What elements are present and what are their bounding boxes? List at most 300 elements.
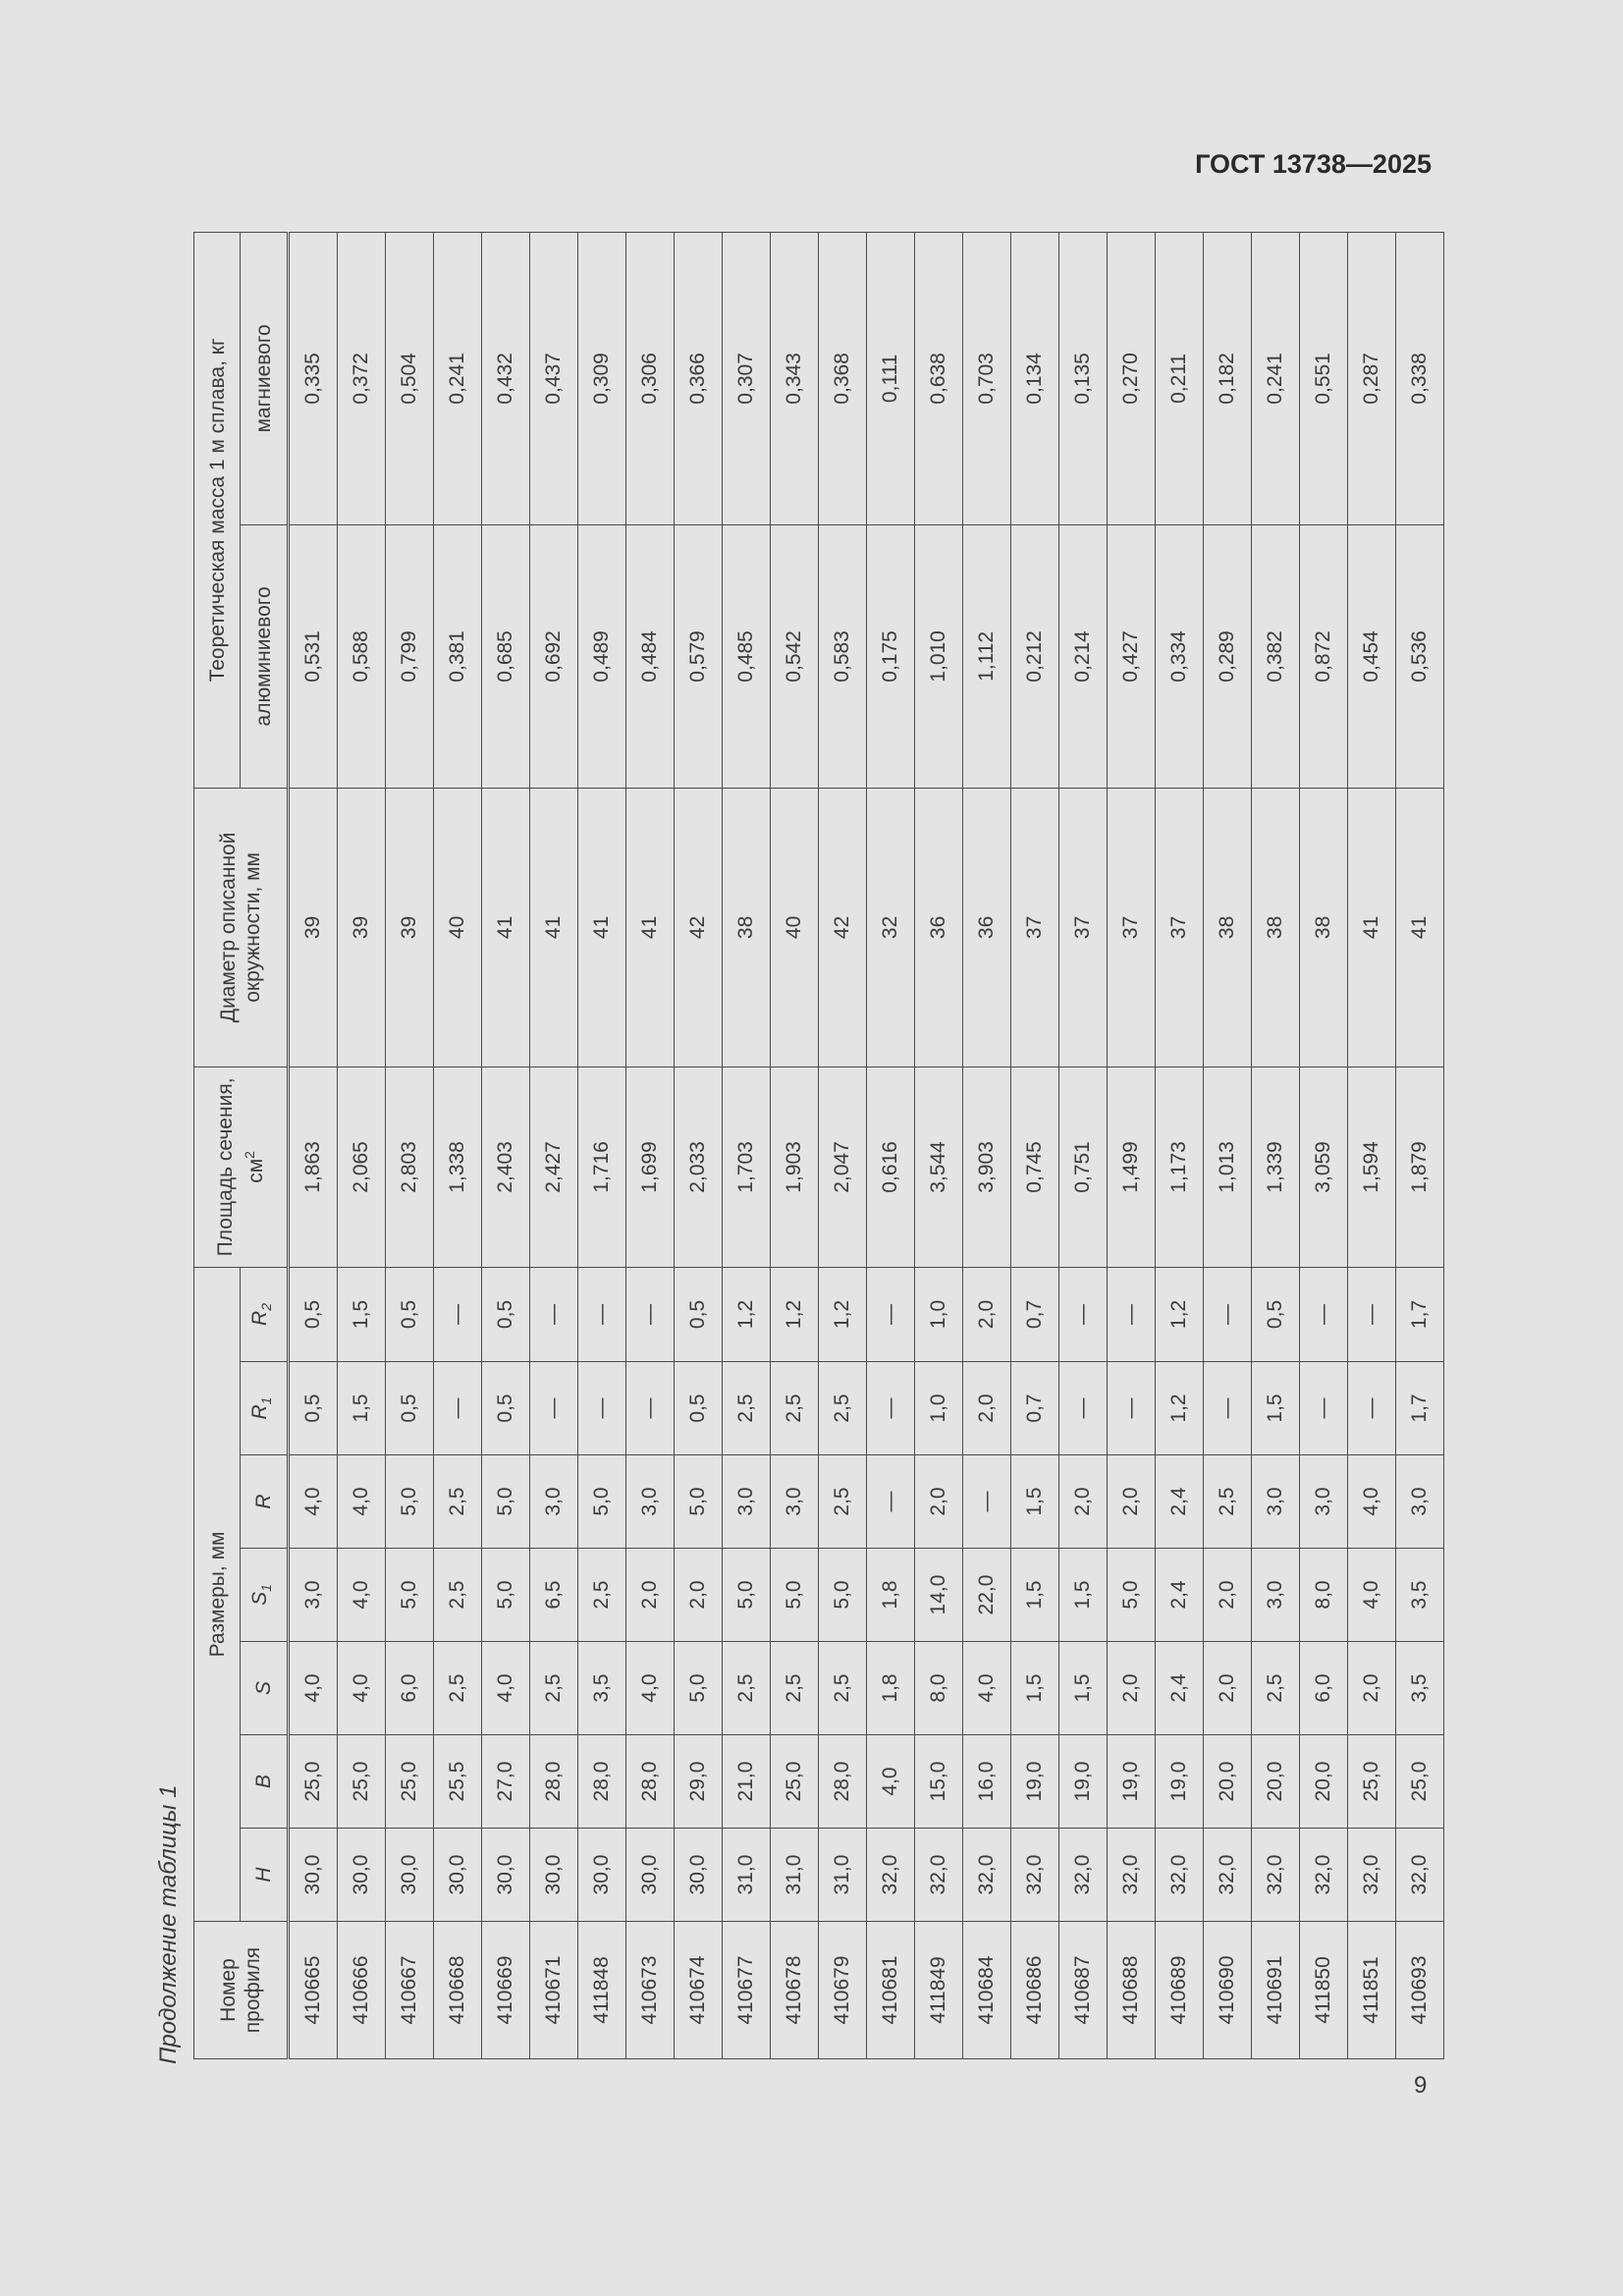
cell-dim-b: 4,0 bbox=[867, 1735, 915, 1829]
cell-dim-s1: 2,0 bbox=[626, 1549, 675, 1642]
cell-dim-r1: — bbox=[530, 1362, 578, 1455]
cell-dim-s: 8,0 bbox=[915, 1642, 963, 1735]
cell-mass-magnesium: 0,504 bbox=[386, 232, 434, 524]
cell-mass-magnesium: 0,432 bbox=[482, 232, 530, 524]
cell-dim-s1: 1,5 bbox=[1011, 1549, 1059, 1642]
cell-dim-h: 30,0 bbox=[626, 1829, 675, 1922]
cell-diameter: 38 bbox=[723, 788, 771, 1066]
rotated-table-page bbox=[154, 233, 1431, 2064]
table-row bbox=[819, 232, 867, 2058]
cell-dim-r1: — bbox=[1204, 1362, 1252, 1455]
cell-mass-magnesium: 0,111 bbox=[867, 232, 915, 524]
cell-dim-r: — bbox=[867, 1455, 915, 1549]
table-row bbox=[915, 232, 963, 2058]
table-row bbox=[482, 232, 530, 2058]
cell-dim-r2: — bbox=[578, 1267, 626, 1361]
cell-area: 3,903 bbox=[963, 1066, 1011, 1267]
cell-area: 1,173 bbox=[1156, 1066, 1204, 1267]
cell-dim-s1: 1,5 bbox=[1059, 1549, 1108, 1642]
header-dim-s1-sub: 1 bbox=[258, 1584, 275, 1592]
cell-area: 1,499 bbox=[1108, 1066, 1156, 1267]
cell-dim-b: 28,0 bbox=[626, 1735, 675, 1829]
header-dim-s1-letter: S bbox=[248, 1591, 272, 1606]
cell-mass-magnesium: 0,306 bbox=[626, 232, 675, 524]
cell-dim-b: 20,0 bbox=[1204, 1735, 1252, 1829]
cell-mass-magnesium: 0,638 bbox=[915, 232, 963, 524]
cell-profile-number: 410689 bbox=[1156, 1922, 1204, 2059]
table-row bbox=[1396, 232, 1444, 2058]
cell-dim-r1: 2,5 bbox=[819, 1362, 867, 1455]
cell-mass-aluminum: 0,484 bbox=[626, 524, 675, 788]
cell-dim-b: 28,0 bbox=[530, 1735, 578, 1829]
cell-area: 1,013 bbox=[1204, 1066, 1252, 1267]
cell-dim-s: 6,0 bbox=[386, 1642, 434, 1735]
cell-dim-r: 3,0 bbox=[771, 1455, 819, 1549]
table-row bbox=[1300, 232, 1348, 2058]
cell-mass-magnesium: 0,437 bbox=[530, 232, 578, 524]
cell-mass-aluminum: 0,579 bbox=[675, 524, 723, 788]
cell-dim-r2: — bbox=[626, 1267, 675, 1361]
cell-profile-number: 410690 bbox=[1204, 1922, 1252, 2059]
cell-diameter: 39 bbox=[386, 788, 434, 1066]
cell-dim-r2: 0,5 bbox=[386, 1267, 434, 1361]
cell-dim-r: 5,0 bbox=[675, 1455, 723, 1549]
cell-dim-r2: — bbox=[867, 1267, 915, 1361]
cell-diameter: 38 bbox=[1300, 788, 1348, 1066]
cell-dim-r1: 1,5 bbox=[338, 1362, 386, 1455]
cell-profile-number: 410674 bbox=[675, 1922, 723, 2059]
cell-dim-r: 4,0 bbox=[338, 1455, 386, 1549]
cell-area: 1,716 bbox=[578, 1066, 626, 1267]
cell-dim-r1: — bbox=[578, 1362, 626, 1455]
header-dim-s1 bbox=[241, 1549, 289, 1642]
cell-dim-b: 16,0 bbox=[963, 1735, 1011, 1829]
cell-dim-s1: 5,0 bbox=[819, 1549, 867, 1642]
cell-mass-aluminum: 0,382 bbox=[1252, 524, 1300, 788]
cell-mass-aluminum: 0,175 bbox=[867, 524, 915, 788]
cell-profile-number: 410688 bbox=[1108, 1922, 1156, 2059]
cell-dim-s: 4,0 bbox=[289, 1642, 338, 1735]
cell-dim-r1: — bbox=[1300, 1362, 1348, 1455]
table-row bbox=[1059, 232, 1108, 2058]
header-mass-aluminum: алюминиевого bbox=[241, 524, 289, 788]
cell-dim-s1: 14,0 bbox=[915, 1549, 963, 1642]
cell-dim-h: 32,0 bbox=[867, 1829, 915, 1922]
cell-dim-r2: 1,7 bbox=[1396, 1267, 1444, 1361]
cell-dim-h: 32,0 bbox=[1348, 1829, 1396, 1922]
cell-diameter: 41 bbox=[626, 788, 675, 1066]
cell-mass-magnesium: 0,338 bbox=[1396, 232, 1444, 524]
cell-dim-h: 31,0 bbox=[771, 1829, 819, 1922]
cell-dim-b: 28,0 bbox=[578, 1735, 626, 1829]
cell-profile-number: 410678 bbox=[771, 1922, 819, 2059]
cell-dim-s1: 5,0 bbox=[1108, 1549, 1156, 1642]
table-row bbox=[963, 232, 1011, 2058]
cell-area: 2,065 bbox=[338, 1066, 386, 1267]
cell-dim-r: 3,0 bbox=[530, 1455, 578, 1549]
cell-diameter: 32 bbox=[867, 788, 915, 1066]
cell-dim-r2: — bbox=[434, 1267, 482, 1361]
cell-area: 1,903 bbox=[771, 1066, 819, 1267]
header-area-text: Площадь сечения, см bbox=[214, 1077, 267, 1257]
cell-dim-r2: 1,5 bbox=[338, 1267, 386, 1361]
cell-dim-s: 2,0 bbox=[1108, 1642, 1156, 1735]
cell-dim-r1: 0,5 bbox=[386, 1362, 434, 1455]
cell-dim-r1: — bbox=[626, 1362, 675, 1455]
cell-mass-magnesium: 0,135 bbox=[1059, 232, 1108, 524]
cell-dim-h: 30,0 bbox=[289, 1829, 338, 1922]
cell-dim-s: 2,5 bbox=[1252, 1642, 1300, 1735]
cell-dim-s: 1,5 bbox=[1011, 1642, 1059, 1735]
cell-dim-r1: 0,5 bbox=[675, 1362, 723, 1455]
cell-profile-number: 410665 bbox=[289, 1922, 338, 2059]
cell-dim-r1: 1,7 bbox=[1396, 1362, 1444, 1455]
cell-dim-s1: 6,5 bbox=[530, 1549, 578, 1642]
cell-area: 1,703 bbox=[723, 1066, 771, 1267]
cell-dim-r1: 1,2 bbox=[1156, 1362, 1204, 1455]
cell-mass-aluminum: 0,531 bbox=[289, 524, 338, 788]
cell-diameter: 42 bbox=[819, 788, 867, 1066]
cell-dim-h: 32,0 bbox=[1059, 1829, 1108, 1922]
cell-dim-r2: 0,5 bbox=[289, 1267, 338, 1361]
cell-dim-r: 4,0 bbox=[289, 1455, 338, 1549]
cell-dim-r1: 2,5 bbox=[771, 1362, 819, 1455]
cell-profile-number: 410686 bbox=[1011, 1922, 1059, 2059]
header-dim-b: B bbox=[241, 1735, 289, 1829]
header-dim-r2-sub: 2 bbox=[258, 1302, 275, 1311]
cell-dim-r2: 0,7 bbox=[1011, 1267, 1059, 1361]
cell-dim-b: 25,0 bbox=[771, 1735, 819, 1829]
cell-dim-r: 5,0 bbox=[482, 1455, 530, 1549]
cell-dim-h: 30,0 bbox=[386, 1829, 434, 1922]
cell-profile-number: 411851 bbox=[1348, 1922, 1396, 2059]
cell-dim-r: 2,0 bbox=[1108, 1455, 1156, 1549]
header-area bbox=[194, 1066, 289, 1267]
cell-mass-magnesium: 0,366 bbox=[675, 232, 723, 524]
table-row bbox=[289, 232, 338, 2058]
cell-dim-r: 2,5 bbox=[1204, 1455, 1252, 1549]
cell-dim-r2: 0,5 bbox=[675, 1267, 723, 1361]
table-row bbox=[675, 232, 723, 2058]
cell-diameter: 41 bbox=[1348, 788, 1396, 1066]
cell-dim-s: 1,5 bbox=[1059, 1642, 1108, 1735]
cell-dim-s1: 2,4 bbox=[1156, 1549, 1204, 1642]
cell-dim-s1: 2,0 bbox=[1204, 1549, 1252, 1642]
cell-dim-r2: 1,2 bbox=[771, 1267, 819, 1361]
cell-dim-r1: 2,0 bbox=[963, 1362, 1011, 1455]
cell-mass-aluminum: 0,692 bbox=[530, 524, 578, 788]
table-continuation-label: Продолжение таблицы 1 bbox=[155, 1784, 182, 2064]
cell-dim-h: 32,0 bbox=[1156, 1829, 1204, 1922]
cell-dim-h: 30,0 bbox=[482, 1829, 530, 1922]
cell-dim-s1: 5,0 bbox=[482, 1549, 530, 1642]
cell-profile-number: 410668 bbox=[434, 1922, 482, 2059]
cell-dim-s: 2,5 bbox=[771, 1642, 819, 1735]
cell-mass-magnesium: 0,241 bbox=[1252, 232, 1300, 524]
cell-area: 1,863 bbox=[289, 1066, 338, 1267]
cell-dim-s1: 1,8 bbox=[867, 1549, 915, 1642]
cell-diameter: 41 bbox=[578, 788, 626, 1066]
cell-mass-aluminum: 0,542 bbox=[771, 524, 819, 788]
cell-mass-magnesium: 0,182 bbox=[1204, 232, 1252, 524]
cell-dim-s: 5,0 bbox=[675, 1642, 723, 1735]
cell-profile-number: 410666 bbox=[338, 1922, 386, 2059]
table-row bbox=[1011, 232, 1059, 2058]
page-number: 9 bbox=[1414, 2072, 1428, 2099]
cell-profile-number: 410673 bbox=[626, 1922, 675, 2059]
cell-profile-number: 411849 bbox=[915, 1922, 963, 2059]
cell-mass-aluminum: 0,289 bbox=[1204, 524, 1252, 788]
table-row bbox=[1252, 232, 1300, 2058]
cell-mass-aluminum: 0,454 bbox=[1348, 524, 1396, 788]
cell-dim-h: 32,0 bbox=[1396, 1829, 1444, 1922]
cell-dim-r: 5,0 bbox=[578, 1455, 626, 1549]
cell-profile-number: 410693 bbox=[1396, 1922, 1444, 2059]
cell-mass-aluminum: 0,872 bbox=[1300, 524, 1348, 788]
cell-dim-b: 19,0 bbox=[1108, 1735, 1156, 1829]
cell-dim-b: 15,0 bbox=[915, 1735, 963, 1829]
cell-dim-s1: 5,0 bbox=[723, 1549, 771, 1642]
cell-profile-number: 410669 bbox=[482, 1922, 530, 2059]
table-row bbox=[1204, 232, 1252, 2058]
cell-mass-magnesium: 0,307 bbox=[723, 232, 771, 524]
header-dim-r: R bbox=[241, 1455, 289, 1549]
cell-dim-r: 2,0 bbox=[915, 1455, 963, 1549]
cell-dim-b: 19,0 bbox=[1011, 1735, 1059, 1829]
cell-dim-r2: 1,2 bbox=[723, 1267, 771, 1361]
cell-dim-h: 32,0 bbox=[1252, 1829, 1300, 1922]
cell-dim-r1: 1,5 bbox=[1252, 1362, 1300, 1455]
header-dim-s: S bbox=[241, 1642, 289, 1735]
cell-mass-aluminum: 0,214 bbox=[1059, 524, 1108, 788]
cell-mass-magnesium: 0,270 bbox=[1108, 232, 1156, 524]
cell-mass-magnesium: 0,309 bbox=[578, 232, 626, 524]
cell-dim-r2: 1,2 bbox=[819, 1267, 867, 1361]
cell-mass-magnesium: 0,703 bbox=[963, 232, 1011, 524]
cell-mass-magnesium: 0,134 bbox=[1011, 232, 1059, 524]
cell-mass-aluminum: 0,489 bbox=[578, 524, 626, 788]
cell-dim-s: 2,4 bbox=[1156, 1642, 1204, 1735]
cell-dim-r2: 1,0 bbox=[915, 1267, 963, 1361]
cell-diameter: 36 bbox=[963, 788, 1011, 1066]
cell-diameter: 37 bbox=[1011, 788, 1059, 1066]
cell-diameter: 39 bbox=[338, 788, 386, 1066]
cell-mass-magnesium: 0,343 bbox=[771, 232, 819, 524]
cell-dim-b: 19,0 bbox=[1059, 1735, 1108, 1829]
cell-profile-number: 410679 bbox=[819, 1922, 867, 2059]
header-dim-r1-sub: 1 bbox=[258, 1396, 275, 1405]
header-area-sup: 2 bbox=[242, 1151, 257, 1159]
cell-diameter: 40 bbox=[434, 788, 482, 1066]
cell-dim-s1: 22,0 bbox=[963, 1549, 1011, 1642]
cell-dim-h: 30,0 bbox=[530, 1829, 578, 1922]
profiles-table bbox=[193, 232, 1444, 2059]
cell-mass-magnesium: 0,287 bbox=[1348, 232, 1396, 524]
cell-dim-s: 4,0 bbox=[338, 1642, 386, 1735]
standard-designation: ГОСТ 13738—2025 bbox=[1195, 149, 1432, 179]
cell-area: 1,339 bbox=[1252, 1066, 1300, 1267]
header-dim-h: H bbox=[241, 1829, 289, 1922]
cell-profile-number: 410691 bbox=[1252, 1922, 1300, 2059]
cell-mass-aluminum: 1,010 bbox=[915, 524, 963, 788]
cell-mass-aluminum: 0,588 bbox=[338, 524, 386, 788]
cell-dim-s1: 3,0 bbox=[289, 1549, 338, 1642]
cell-dim-h: 32,0 bbox=[915, 1829, 963, 1922]
cell-mass-aluminum: 0,799 bbox=[386, 524, 434, 788]
cell-dim-r: 3,0 bbox=[1396, 1455, 1444, 1549]
cell-dim-b: 25,0 bbox=[338, 1735, 386, 1829]
cell-diameter: 37 bbox=[1108, 788, 1156, 1066]
table-row bbox=[434, 232, 482, 2058]
cell-profile-number: 410684 bbox=[963, 1922, 1011, 2059]
cell-dim-b: 20,0 bbox=[1252, 1735, 1300, 1829]
table-row bbox=[386, 232, 434, 2058]
cell-mass-magnesium: 0,335 bbox=[289, 232, 338, 524]
cell-area: 0,751 bbox=[1059, 1066, 1108, 1267]
cell-dim-r: 3,0 bbox=[1252, 1455, 1300, 1549]
cell-dim-s: 4,0 bbox=[626, 1642, 675, 1735]
cell-area: 2,427 bbox=[530, 1066, 578, 1267]
cell-area: 1,594 bbox=[1348, 1066, 1396, 1267]
cell-profile-number: 411848 bbox=[578, 1922, 626, 2059]
cell-dim-b: 25,0 bbox=[1348, 1735, 1396, 1829]
cell-dim-h: 32,0 bbox=[963, 1829, 1011, 1922]
cell-dim-r: 3,0 bbox=[626, 1455, 675, 1549]
cell-dim-r2: — bbox=[1204, 1267, 1252, 1361]
table-row bbox=[626, 232, 675, 2058]
cell-dim-s: 4,0 bbox=[482, 1642, 530, 1735]
cell-dim-s: 2,5 bbox=[723, 1642, 771, 1735]
cell-dim-s: 2,5 bbox=[530, 1642, 578, 1735]
cell-dim-b: 19,0 bbox=[1156, 1735, 1204, 1829]
table-row bbox=[338, 232, 386, 2058]
cell-dim-r: — bbox=[963, 1455, 1011, 1549]
cell-dim-s: 2,0 bbox=[1348, 1642, 1396, 1735]
cell-dim-r2: — bbox=[1108, 1267, 1156, 1361]
cell-profile-number: 410687 bbox=[1059, 1922, 1108, 2059]
table-row bbox=[530, 232, 578, 2058]
cell-mass-aluminum: 0,536 bbox=[1396, 524, 1444, 788]
cell-diameter: 42 bbox=[675, 788, 723, 1066]
cell-area: 3,544 bbox=[915, 1066, 963, 1267]
cell-mass-magnesium: 0,372 bbox=[338, 232, 386, 524]
cell-dim-r1: 0,5 bbox=[482, 1362, 530, 1455]
cell-area: 0,745 bbox=[1011, 1066, 1059, 1267]
cell-dim-s: 3,5 bbox=[1396, 1642, 1444, 1735]
cell-diameter: 37 bbox=[1156, 788, 1204, 1066]
cell-dim-s1: 4,0 bbox=[1348, 1549, 1396, 1642]
cell-dim-r1: 0,5 bbox=[289, 1362, 338, 1455]
cell-dim-r1: — bbox=[1108, 1362, 1156, 1455]
cell-dim-s: 2,0 bbox=[1204, 1642, 1252, 1735]
cell-dim-r2: — bbox=[1300, 1267, 1348, 1361]
header-mass: Теоретическая масса 1 м сплава, кг bbox=[194, 232, 241, 788]
cell-area: 2,803 bbox=[386, 1066, 434, 1267]
cell-diameter: 39 bbox=[289, 788, 338, 1066]
cell-profile-number: 411850 bbox=[1300, 1922, 1348, 2059]
cell-diameter: 38 bbox=[1252, 788, 1300, 1066]
cell-dim-s1: 2,5 bbox=[434, 1549, 482, 1642]
header-dimensions: Размеры, мм bbox=[194, 1267, 241, 1921]
cell-mass-aluminum: 0,583 bbox=[819, 524, 867, 788]
cell-diameter: 38 bbox=[1204, 788, 1252, 1066]
table-row bbox=[1108, 232, 1156, 2058]
cell-dim-h: 30,0 bbox=[578, 1829, 626, 1922]
cell-mass-aluminum: 0,685 bbox=[482, 524, 530, 788]
cell-diameter: 40 bbox=[771, 788, 819, 1066]
cell-dim-h: 31,0 bbox=[819, 1829, 867, 1922]
header-diameter: Диаметр описанной окружности, мм bbox=[194, 788, 289, 1066]
cell-dim-b: 21,0 bbox=[723, 1735, 771, 1829]
cell-mass-aluminum: 1,112 bbox=[963, 524, 1011, 788]
cell-dim-s: 3,5 bbox=[578, 1642, 626, 1735]
cell-dim-r: 2,4 bbox=[1156, 1455, 1204, 1549]
cell-area: 2,033 bbox=[675, 1066, 723, 1267]
table-row bbox=[867, 232, 915, 2058]
cell-dim-r: 1,5 bbox=[1011, 1455, 1059, 1549]
cell-mass-magnesium: 0,368 bbox=[819, 232, 867, 524]
cell-dim-r2: 2,0 bbox=[963, 1267, 1011, 1361]
cell-dim-r1: — bbox=[1348, 1362, 1396, 1455]
cell-dim-r2: — bbox=[1059, 1267, 1108, 1361]
cell-dim-r2: — bbox=[530, 1267, 578, 1361]
cell-area: 0,616 bbox=[867, 1066, 915, 1267]
cell-dim-s1: 4,0 bbox=[338, 1549, 386, 1642]
cell-mass-magnesium: 0,551 bbox=[1300, 232, 1348, 524]
cell-dim-r: 2,5 bbox=[434, 1455, 482, 1549]
header-profile-number: Номер профиля bbox=[194, 1922, 289, 2059]
cell-dim-b: 25,0 bbox=[1396, 1735, 1444, 1829]
cell-dim-r1: — bbox=[867, 1362, 915, 1455]
cell-mass-aluminum: 0,212 bbox=[1011, 524, 1059, 788]
cell-dim-h: 30,0 bbox=[338, 1829, 386, 1922]
cell-dim-s1: 2,5 bbox=[578, 1549, 626, 1642]
cell-dim-s1: 3,0 bbox=[1252, 1549, 1300, 1642]
cell-dim-s1: 5,0 bbox=[386, 1549, 434, 1642]
cell-dim-h: 30,0 bbox=[434, 1829, 482, 1922]
cell-dim-h: 32,0 bbox=[1300, 1829, 1348, 1922]
cell-mass-aluminum: 0,485 bbox=[723, 524, 771, 788]
cell-dim-s: 2,5 bbox=[434, 1642, 482, 1735]
cell-mass-aluminum: 0,427 bbox=[1108, 524, 1156, 788]
cell-dim-h: 32,0 bbox=[1108, 1829, 1156, 1922]
cell-dim-r2: 0,5 bbox=[1252, 1267, 1300, 1361]
cell-diameter: 36 bbox=[915, 788, 963, 1066]
cell-area: 2,403 bbox=[482, 1066, 530, 1267]
cell-dim-r: 2,0 bbox=[1059, 1455, 1108, 1549]
cell-dim-s: 6,0 bbox=[1300, 1642, 1348, 1735]
table-row bbox=[578, 232, 626, 2058]
table-body bbox=[289, 232, 1444, 2058]
cell-dim-r: 3,0 bbox=[723, 1455, 771, 1549]
cell-dim-h: 31,0 bbox=[723, 1829, 771, 1922]
cell-dim-r1: — bbox=[1059, 1362, 1108, 1455]
cell-dim-b: 25,0 bbox=[289, 1735, 338, 1829]
cell-dim-r1: 0,7 bbox=[1011, 1362, 1059, 1455]
table-row bbox=[723, 232, 771, 2058]
cell-mass-magnesium: 0,241 bbox=[434, 232, 482, 524]
cell-area: 2,047 bbox=[819, 1066, 867, 1267]
cell-profile-number: 410671 bbox=[530, 1922, 578, 2059]
cell-dim-r2: 1,2 bbox=[1156, 1267, 1204, 1361]
cell-profile-number: 410677 bbox=[723, 1922, 771, 2059]
cell-mass-aluminum: 0,381 bbox=[434, 524, 482, 788]
cell-dim-r: 2,5 bbox=[819, 1455, 867, 1549]
cell-dim-s1: 8,0 bbox=[1300, 1549, 1348, 1642]
cell-area: 3,059 bbox=[1300, 1066, 1348, 1267]
cell-dim-b: 25,5 bbox=[434, 1735, 482, 1829]
cell-dim-s: 4,0 bbox=[963, 1642, 1011, 1735]
